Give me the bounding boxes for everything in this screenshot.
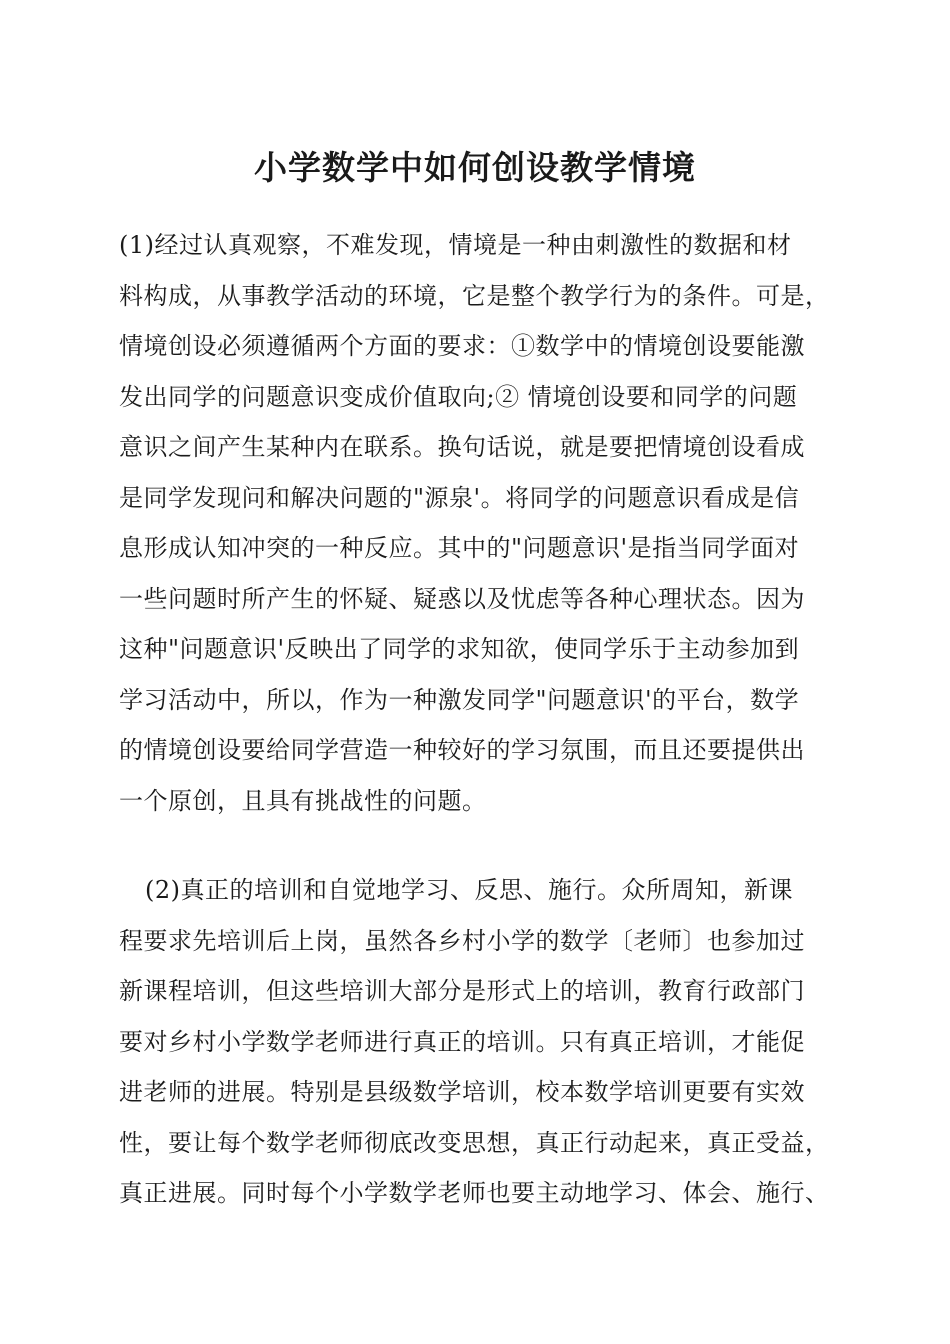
- paragraph-1: [119, 220, 839, 826]
- text-line: 这种"问题意识'反映出了同学的求知欲，使同学乐于主动参加到: [119, 635, 800, 663]
- text-line: 意识之间产生某种内在联系。换句话说，就是要把情境创设看成: [119, 433, 805, 461]
- text-line: 程要求先培训后上岗，虽然各乡村小学的数学〔老师〕也参加过: [119, 926, 805, 955]
- text-line: 息形成认知冲突的一种反应。其中的"问题意识'是指当同学面对: [119, 534, 800, 562]
- text-line: 的情境创设要给同学营造一种较好的学习氛围，而且还要提供出: [119, 736, 805, 764]
- text-line: 要对乡村小学数学老师进行真正的培训。只有真正培训，才能促: [119, 1027, 805, 1056]
- text-line: 一个原创，且具有挑战性的问题。: [119, 786, 487, 815]
- text-line: 学习活动中，所以，作为一种激发同学"问题意识'的平台，数学: [119, 685, 800, 714]
- paragraph-2: [119, 865, 839, 1219]
- text-line: 是同学发现问和解决问题的"源泉'。将同学的问题意识看成是信: [119, 483, 800, 512]
- text-line: 真正进展。同时每个小学数学老师也要主动地学习、体会、施行、: [119, 1179, 830, 1207]
- document-title: 小学数学中如何创设教学情境: [254, 148, 696, 187]
- text-line: (1)经过认真观察，不难发现，情境是一种由刺激性的数据和材: [119, 231, 792, 259]
- text-line: 发出同学的问题意识变成价值取向;② 情境创设要和同学的问题: [119, 382, 798, 411]
- text-line: 料构成，从事教学活动的环境，它是整个教学行为的条件。可是，: [119, 281, 830, 310]
- text-line: 进老师的进展。特别是县级数学培训，校本数学培训更要有实效: [119, 1078, 805, 1106]
- text-line: 新课程培训，但这些培训大部分是形式上的培训，教育行政部门: [119, 977, 805, 1005]
- text-line: 一些问题时所产生的怀疑、疑惑以及忧虑等各种心理状态。因为: [119, 584, 805, 613]
- text-line: (2)真正的培训和自觉地学习、反思、施行。众所周知，新课: [145, 876, 793, 904]
- text-line: 情境创设必须遵循两个方面的要求：①数学中的情境创设要能激: [119, 332, 805, 360]
- text-line: 性，要让每个数学老师彻底改变思想，真正行动起来，真正受益，: [119, 1128, 830, 1157]
